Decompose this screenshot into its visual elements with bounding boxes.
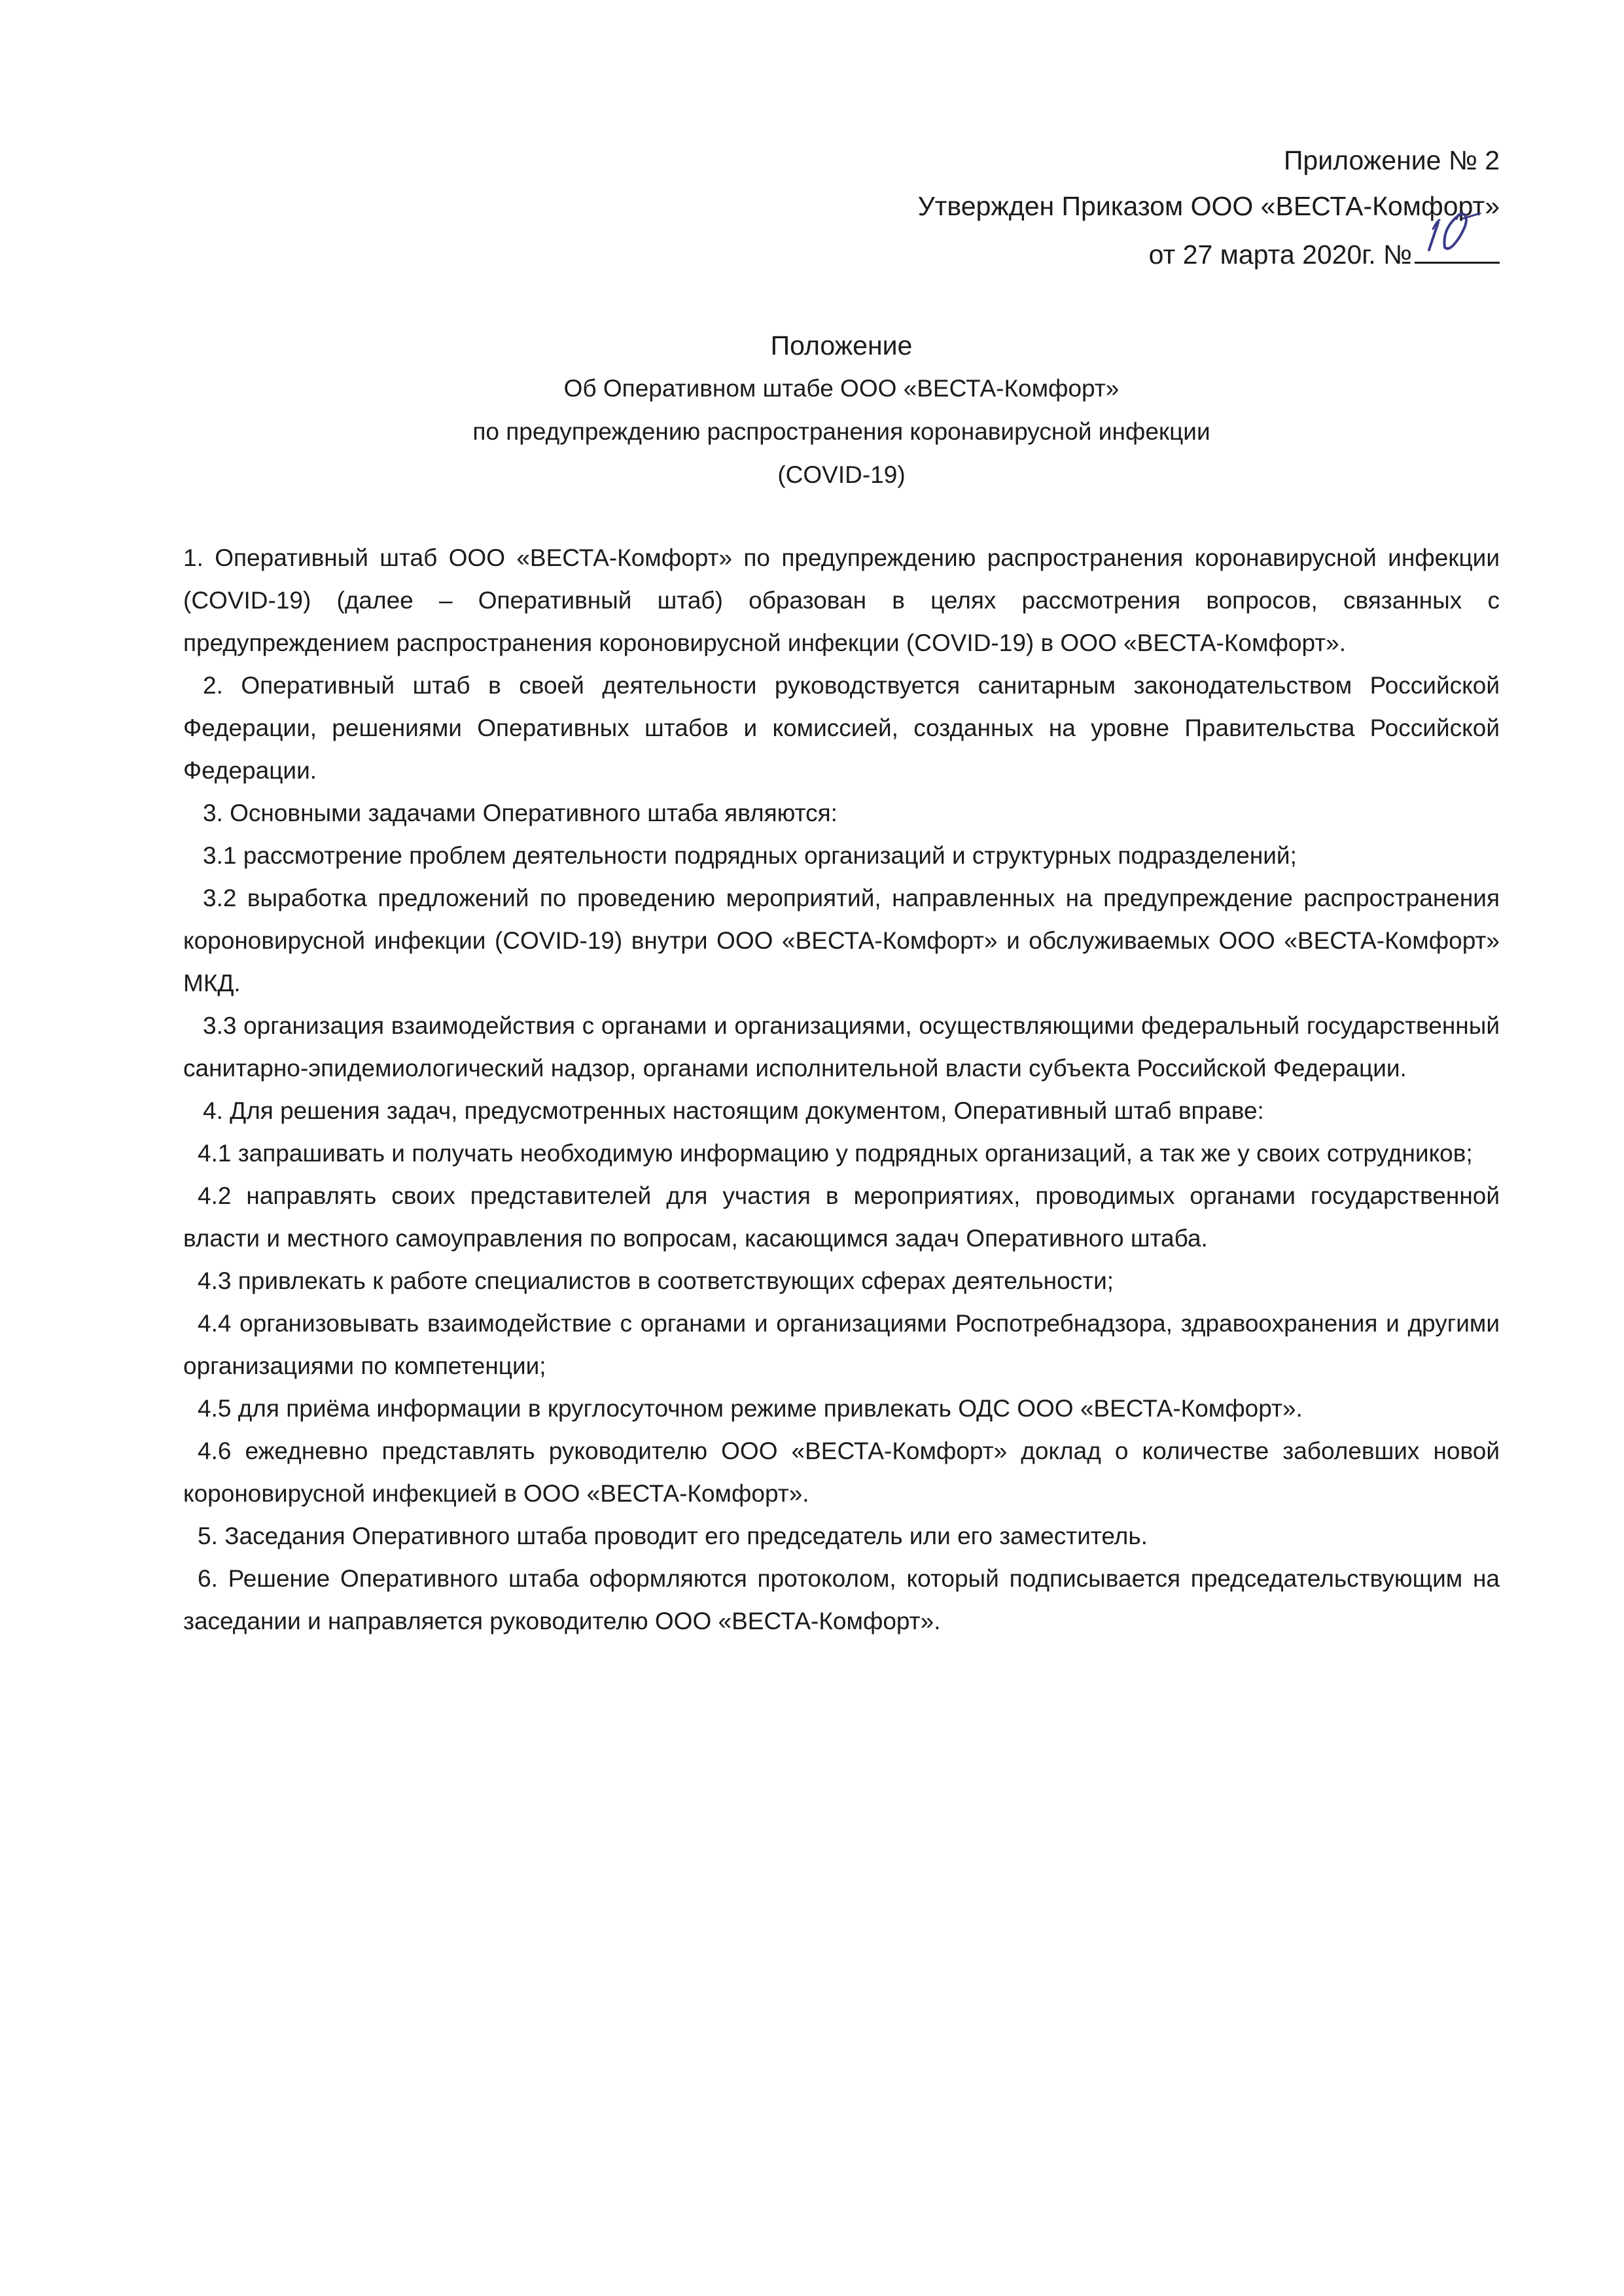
date-text: от 27 марта 2020г. № <box>1148 239 1412 270</box>
paragraph-3-3: 3.3 организация взаимодействия с органами и организациями, осуществляющими федеральный государственный санитарно-эпидемиологический надзор, органами исполнительной власти субъекта Российской Федерации. <box>183 1012 1500 1082</box>
paragraph-5: 5. Заседания Оперативного штаба проводит его председатель или его заместитель. <box>198 1523 1148 1549</box>
title-line-3: (COVID-19) <box>777 461 906 488</box>
document-title: Положение <box>770 330 913 361</box>
document-body <box>183 537 1500 1642</box>
document-header <box>584 137 1500 277</box>
document-title-block <box>183 324 1500 497</box>
paragraph-3-1: 3.1 рассмотрение проблем деятельности подрядных организаций и структурных подразделений; <box>203 842 1297 869</box>
paragraph-3-2: 3.2 выработка предложений по проведению мероприятий, направленных на предупреждение распространения короновирусной инфекции (COVID-19) внутри ООО «ВЕСТА-Комфорт» и обслуживаемых ООО «ВЕСТА-Комфорт» МКД. <box>183 885 1500 997</box>
title-line-1: Об Оперативном штабе ООО «ВЕСТА-Комфорт» <box>563 375 1120 402</box>
paragraph-2: 2. Оперативный штаб в своей деятельности руководствуется санитарным законодательством Российской Федерации, решениями Оперативных штабов и комиссией, созданных на уровне Правительства Российской Федерации. <box>183 672 1500 784</box>
paragraph-4-1: 4.1 запрашивать и получать необходимую информацию у подрядных организаций, а так же у своих сотрудников; <box>198 1140 1473 1167</box>
paragraph-4-3: 4.3 привлекать к работе специалистов в соответствующих сферах деятельности; <box>198 1267 1114 1294</box>
handwritten-order-number <box>1424 209 1483 262</box>
title-line-2: по предупреждению распространения коронавирусной инфекции <box>472 418 1210 445</box>
paragraph-3: 3. Основными задачами Оперативного штаба являются: <box>203 800 838 826</box>
paragraph-4: 4. Для решения задач, предусмотренных настоящим документом, Оперативный штаб вправе: <box>203 1097 1264 1124</box>
paragraph-4-5: 4.5 для приёма информации в круглосуточном режиме привлекать ОДС ООО «ВЕСТА-Комфорт». <box>198 1395 1303 1422</box>
appendix-label: Приложение № 2 <box>1283 145 1500 175</box>
paragraph-6: 6. Решение Оперативного штаба оформляются протоколом, который подписывается председательствующим на заседании и направляется руководителю ООО «ВЕСТА-Комфорт». <box>183 1565 1500 1634</box>
date-line <box>584 229 1500 277</box>
paragraph-1: 1. Оперативный штаб ООО «ВЕСТА-Комфорт» по предупреждению распространения коронавирусной инфекции (COVID-19) (далее – Оперативный штаб) образован в целях рассмотрения вопросов, связанных с предупреждением распространения короновирусной инфекции (COVID-19) в ООО «ВЕСТА-Комфорт». <box>183 544 1500 656</box>
paragraph-4-4: 4.4 организовывать взаимодействие с органами и организациями Роспотребнадзора, здравоохранения и другими организациями по компетенции; <box>183 1310 1500 1379</box>
paragraph-4-2: 4.2 направлять своих представителей для участия в мероприятиях, проводимых органами государственной власти и местного самоуправления по вопросам, касающимся задач Оперативного штаба. <box>183 1182 1500 1252</box>
approval-line: Утвержден Приказом ООО «ВЕСТА-Комфорт» <box>917 191 1500 221</box>
order-number-field <box>1415 229 1500 264</box>
paragraph-4-6: 4.6 ежедневно представлять руководителю ООО «ВЕСТА-Комфорт» доклад о количестве заболевших новой короновирусной инфекцией в ООО «ВЕСТА-Комфорт». <box>183 1438 1500 1507</box>
